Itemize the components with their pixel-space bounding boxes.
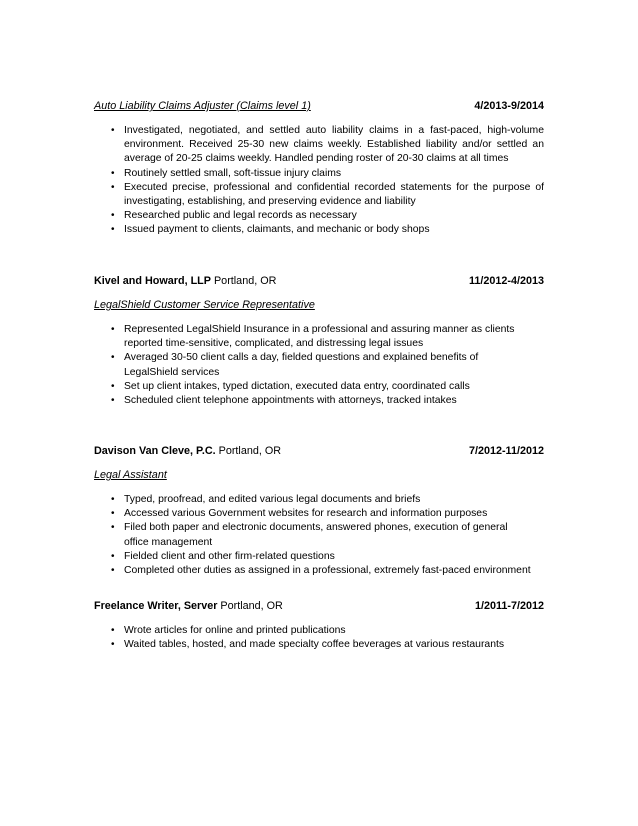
bullet-icon: • <box>111 550 115 562</box>
list-item: • Investigated, negotiated, and settled auto liability claims in a fast-paced, high-volume environment. Received 25-30 new claims weekly. Established liability and/or settled an average of 20-25 claims weekly. Handled pending roster of 20-30 claims at all times <box>111 125 544 165</box>
list-item: • Scheduled client telephone appointments with attorneys, tracked intakes <box>94 394 524 408</box>
bullet-icon: • <box>111 167 115 179</box>
job-entry-davison-van-cleve <box>94 443 544 578</box>
job-entry-freelance <box>94 598 544 652</box>
job-header <box>94 273 544 289</box>
job-dates: 7/2012-11/2012 <box>468 445 544 457</box>
bullet-icon: • <box>111 639 115 651</box>
bullet-icon: • <box>111 352 115 364</box>
list-item: • Waited tables, hosted, and made specialty coffee beverages at various restaurants <box>94 638 544 652</box>
list-item: • Filed both paper and electronic documents, answered phones, execution of general office management <box>111 522 508 548</box>
company-name: Freelance Writer, Server <box>94 600 218 612</box>
job-header <box>94 443 544 459</box>
list-item: • Issued payment to clients, claimants, and mechanic or body shops <box>94 223 544 237</box>
list-item: • Wrote articles for online and printed publications <box>94 624 544 638</box>
list-item: • Executed precise, professional and confidential recorded statements for the purpose of investigating, establishing, and preserving evidence and liability <box>111 181 544 208</box>
bullet-icon: • <box>111 395 115 407</box>
company-name: Davison Van Cleve, P.C. <box>94 445 216 457</box>
job-employer <box>94 598 283 614</box>
company-location: Portland, OR <box>215 445 282 457</box>
job-entry-kivel-howard <box>94 273 544 408</box>
job-title: Auto Liability Claims Adjuster (Claims level 1) <box>94 100 311 112</box>
bullet-icon: • <box>111 494 115 505</box>
bullet-icon: • <box>111 181 115 193</box>
job-employer <box>94 443 281 459</box>
bullet-icon: • <box>111 224 115 236</box>
bullet-icon: • <box>111 565 115 577</box>
job-header <box>94 98 544 114</box>
list-item: • Averaged 30-50 client calls a day, fielded questions and explained benefits of LegalShield services <box>111 352 479 378</box>
bullet-icon: • <box>111 522 115 534</box>
company-name: Kivel and Howard, LLP <box>94 275 211 287</box>
list-item: • Routinely settled small, soft-tissue injury claims <box>94 167 544 181</box>
bullet-icon: • <box>111 508 115 520</box>
job-dates: 1/2011-7/2012 <box>474 600 544 612</box>
bullet-icon: • <box>111 125 115 136</box>
duties-list <box>94 493 544 578</box>
bullet-icon: • <box>111 210 115 222</box>
bullet-icon: • <box>111 625 115 636</box>
company-location: Portland, OR <box>210 275 277 287</box>
job-role: Legal Assistant <box>94 469 167 481</box>
list-item: • Researched public and legal records as necessary <box>94 209 544 223</box>
list-item: • Typed, proofread, and edited various legal documents and briefs <box>94 493 544 507</box>
list-item: • Represented LegalShield Insurance in a professional and assuring manner as clients reported time-sensitive, complicated, and distressing legal issues <box>111 324 515 350</box>
job-employer <box>94 273 276 289</box>
duties-list <box>94 323 524 408</box>
list-item: • Accessed various Government websites for research and information purposes <box>94 507 544 521</box>
list-item: • Set up client intakes, typed dictation, executed data entry, coordinated calls <box>94 380 524 394</box>
job-header <box>94 598 544 614</box>
company-location: Portland, OR <box>217 600 283 612</box>
list-item: • Fielded client and other firm-related questions <box>94 550 544 564</box>
job-dates: 4/2013-9/2014 <box>474 100 544 112</box>
job-role: LegalShield Customer Service Representative <box>94 299 315 311</box>
bullet-icon: • <box>111 380 115 392</box>
duties-list <box>94 624 544 652</box>
job-entry-claims-adjuster <box>94 98 544 238</box>
duties-list <box>94 124 544 238</box>
bullet-icon: • <box>111 324 115 335</box>
list-item: • Completed other duties as assigned in a professional, extremely fast-paced environment <box>94 564 544 578</box>
job-dates: 11/2012-4/2013 <box>468 275 544 287</box>
